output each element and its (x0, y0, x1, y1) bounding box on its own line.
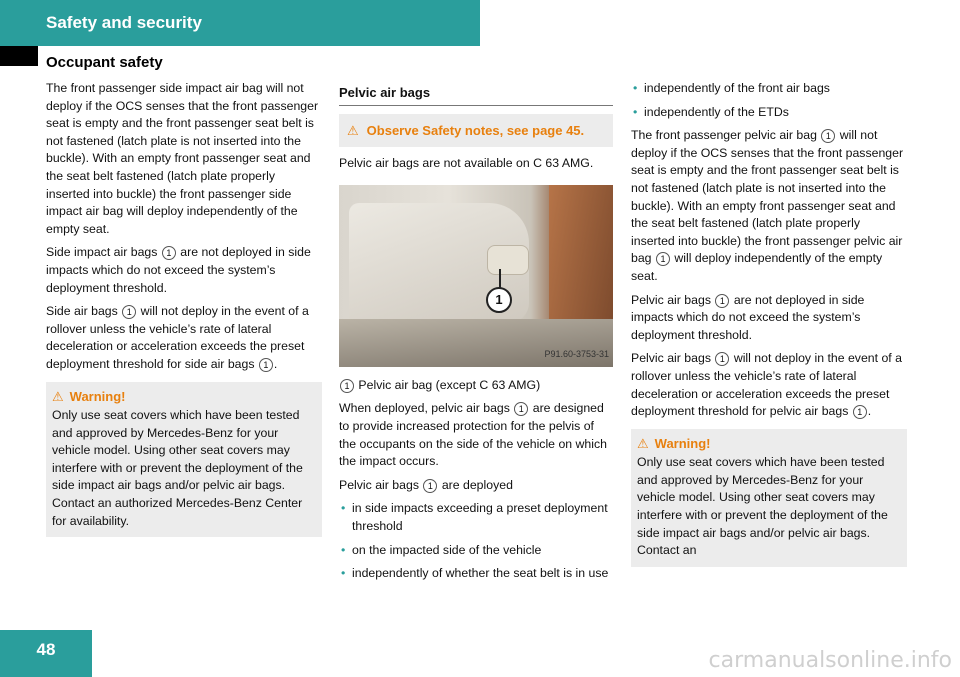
warning-title: ⚠ Warning! (637, 435, 711, 451)
bullet-list (631, 80, 907, 121)
section-title: Pelvic air bags (339, 84, 613, 106)
ref-number: 1 (821, 129, 835, 143)
ref-number: 1 (853, 405, 867, 419)
figure-code: P91.60-3753-31 (544, 349, 609, 360)
ref-number: 1 (715, 352, 729, 366)
ref-number: 1 (122, 305, 136, 319)
warning-text: Only use seat covers which have been tested and approved by Mercedes-Benz for your vehicle model. Using other seat covers may interfere with or prevent the deployment of the side impact air bags and/or pelvic air bags. Contact an authorized Mercedes-Benz Center for availability. (52, 408, 303, 528)
list-item: • on the impacted side of the vehicle (339, 542, 613, 560)
list-item: • independently of the ETDs (631, 104, 907, 122)
ref-number: 1 (514, 402, 528, 416)
watermark: carmanualsonline.info (708, 648, 952, 673)
safety-note-link[interactable]: Observe Safety notes, see page 45. (366, 122, 585, 138)
ref-number: 1 (656, 252, 670, 266)
ref-number: 1 (259, 358, 273, 372)
list-item: • in side impacts exceeding a preset deployment threshold (339, 500, 613, 535)
column-1 (46, 80, 322, 537)
column-3 (631, 80, 907, 567)
air-bag-illustration (487, 245, 529, 275)
warning-triangle-icon: ⚠ (637, 435, 649, 451)
figure-caption: 1 Pelvic air bag (except C 63 AMG) (339, 377, 613, 395)
ref-number: 1 (340, 379, 354, 393)
paragraph: Pelvic air bags are not available on C 63 AMG. (339, 156, 594, 171)
paragraph: The front passenger pelvic air bag 1 will not deploy if the OCS senses that the front passenger seat is empty and the front passenger seat belt is not fastened (latch plate is not inserted into the buckle). With an empty front passenger seat and the seat belt fastened (latch plate properly inserted into buckle) the front passenger pelvic air bag 1 will deploy independently of the empty seat. (631, 128, 904, 283)
ref-number: 1 (715, 294, 729, 308)
warning-box (631, 429, 907, 567)
safety-note-box (339, 114, 613, 148)
ref-number: 1 (162, 246, 176, 260)
section-tab-marker (0, 46, 38, 66)
warning-title: ⚠ Warning! (52, 388, 126, 404)
warning-triangle-icon: ⚠ (52, 388, 64, 404)
ref-number: 1 (423, 479, 437, 493)
page-number: 48 (0, 630, 92, 677)
paragraph: Side impact air bags 1 are not deployed in side impacts which do not exceed the system’s deployment threshold. (46, 245, 311, 295)
list-item: • independently of the front air bags (631, 80, 907, 98)
paragraph: Pelvic air bags 1 will not deploy in the event of a rollover unless the vehicle’s rate of lateral deceleration or acceleration exceeds the preset deployment threshold for pelvic air bags 1 . (631, 351, 902, 419)
warning-box (46, 382, 322, 538)
figure-callout: 1 (486, 287, 512, 313)
pelvic-air-bag-figure (339, 185, 613, 367)
list-item: • independently of whether the seat belt is in use (339, 565, 613, 583)
callout-line (499, 269, 501, 289)
page-title: Occupant safety (46, 54, 163, 71)
paragraph: The front passenger side impact air bag will not deploy if the OCS senses that the front passenger seat is empty and the front passenger seat belt is not fastened (latch plate is not inserted into the buckle). With an empty front passenger seat and the seat belt fastened (latch plate properly inserted into buckle) the front passenger side impact air bag will deploy independently of the empty seat. (46, 81, 319, 236)
warning-text: Only use seat covers which have been tested and approved by Mercedes-Benz for your vehicle model. Using other seat covers may interfere with or prevent the deployment of the side impact air bags and/or pelvic air bags. Contact an (637, 455, 888, 558)
column-2 (339, 80, 613, 589)
warning-triangle-icon: ⚠ (347, 122, 359, 138)
paragraph: Side air bags 1 will not deploy in the event of a rollover unless the vehicle’s rate of lateral deceleration or acceleration exceeds the preset deployment threshold for side air bags 1 . (46, 304, 309, 371)
paragraph: When deployed, pelvic air bags 1 are designed to provide increased protection for the pelvis of the occupants on the side of the vehicle on which the impact occurs. (339, 401, 607, 469)
paragraph: Pelvic air bags 1 are deployed (339, 477, 513, 492)
door-illustration (549, 185, 613, 335)
bullet-list (339, 500, 613, 582)
paragraph: Pelvic air bags 1 are not deployed in side impacts which do not exceed the system’s deployment threshold. (631, 292, 865, 342)
section-header: Safety and security (0, 0, 480, 46)
